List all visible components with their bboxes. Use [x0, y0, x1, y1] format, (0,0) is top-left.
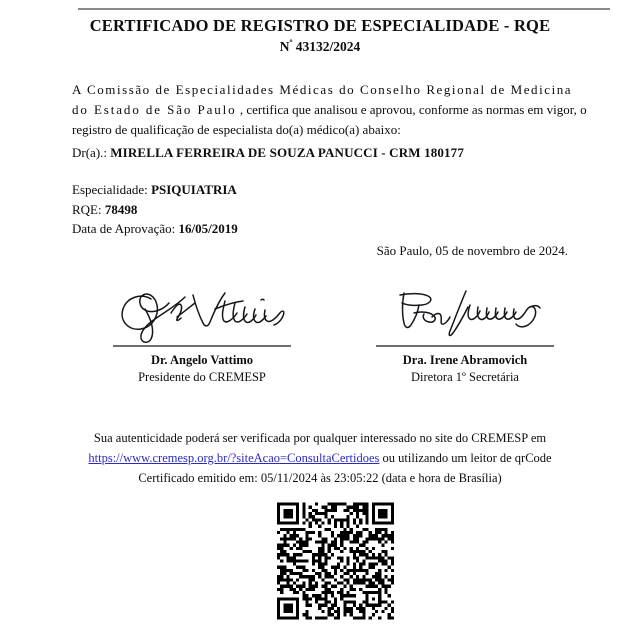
rqe-value: 78498 [104, 201, 138, 217]
approval-date-row [72, 219, 238, 239]
handwritten-signature-icon [107, 283, 297, 345]
doctor-name: MIRELLA FERREIRA DE SOUZA PANUCCI - CRM 180177 [110, 145, 464, 160]
authenticity-footer [0, 428, 640, 488]
approval-date-label: Data de Aprovação: [72, 221, 179, 236]
doctor-line [72, 145, 464, 161]
issue-city-date: São Paulo, 05 de novembro de 2024. [376, 243, 568, 258]
rqe-row [72, 200, 238, 220]
specialty-label: Especialidade: [72, 182, 152, 197]
doctor-label: Dr(a).: [72, 145, 111, 160]
intro-line-2-rest: , certifica que analisou e aprovou, conforme as normas em vigor, o [236, 102, 587, 117]
qr-code [277, 500, 394, 622]
handwritten-signature-icon [370, 283, 560, 345]
intro-paragraph [72, 80, 587, 140]
issue-timestamp: Certificado emitido em: 05/11/2024 às 23:05:22 (data e hora de Brasília) [138, 471, 502, 485]
certificate-number-value: 43132/2024 [292, 39, 361, 54]
ordinal-indicator: º [289, 37, 293, 48]
top-divider [78, 8, 610, 10]
signatory-name-secretary: Dra. Irene Abramovich [402, 352, 528, 367]
signature-area [0, 283, 640, 393]
approval-date-value: 16/05/2019 [178, 221, 238, 236]
signature-block-secretary [360, 283, 570, 385]
certificate-number-prefix: N [279, 39, 290, 54]
intro-line-2-spaced: do Estado de São Paulo [72, 102, 237, 117]
specialty-row [72, 180, 238, 200]
signatory-role-president: Presidente do CREMESP [138, 369, 266, 384]
intro-line-1: A Comissão de Especialidades Médicas do Conselho Regional de Medicina [72, 82, 573, 97]
certificate-number [0, 39, 640, 55]
intro-line-2 [72, 100, 587, 120]
authenticity-line-1: Sua autenticidade poderá ser verificada por qualquer interessado no site do CREMESP em [93, 431, 547, 445]
signature-ink-president [97, 283, 307, 345]
page-title: CERTIFICADO DE REGISTRO DE ESPECIALIDADE - RQE [89, 16, 551, 35]
signatory-name-president: Dr. Angelo Vattimo [151, 352, 253, 367]
signatory-role-secretary: Diretora 1º Secretária [411, 369, 519, 384]
authenticity-line-2 [0, 448, 640, 468]
authenticity-line-2-suffix: ou utilizando um leitor de qrCode [379, 451, 552, 465]
signature-line-secretary [376, 345, 554, 347]
qr-code-image [277, 500, 394, 622]
signature-block-president [97, 283, 307, 385]
rqe-label: RQE: [72, 201, 105, 217]
specialty-value: PSIQUIATRIA [151, 182, 237, 197]
signature-line-president [113, 345, 291, 347]
verification-link[interactable]: https://www.cremesp.org.br/?siteAcao=ConsultaCertidoes [88, 451, 380, 465]
intro-line-3: registro de qualificação de especialista do(a) médico(a) abaixo: [72, 122, 401, 137]
signature-ink-secretary [360, 283, 570, 345]
registration-details [72, 180, 238, 239]
